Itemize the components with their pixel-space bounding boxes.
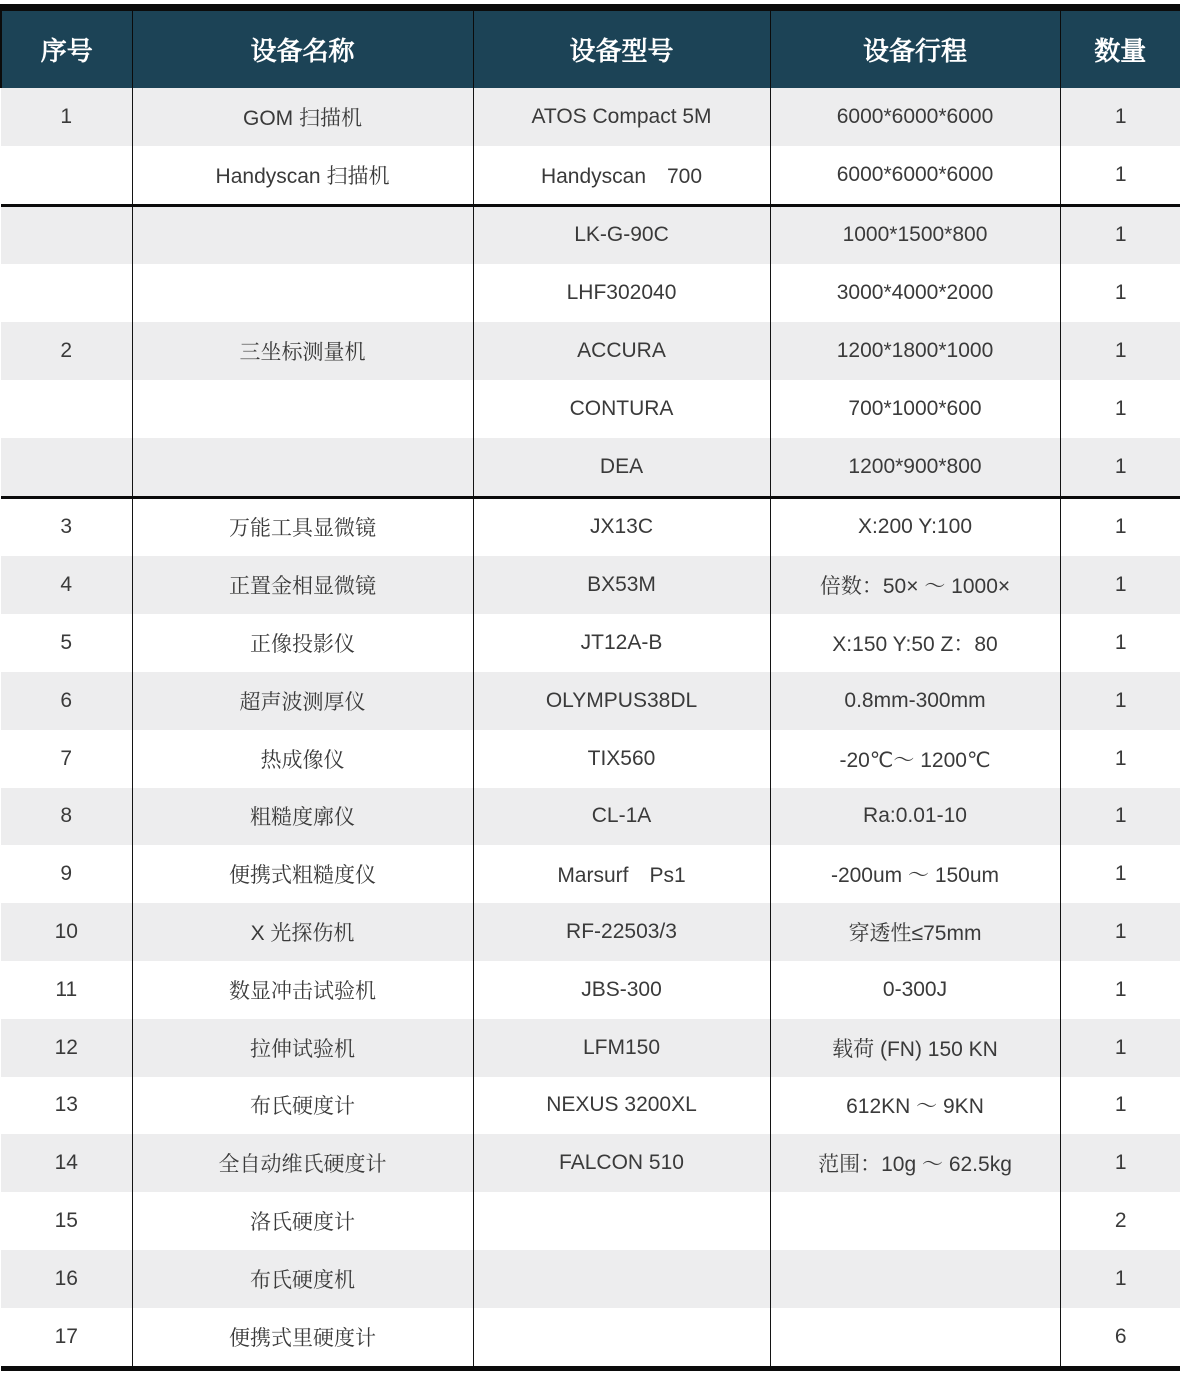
cell-quantity: 1 [1060, 264, 1180, 322]
cell-serial-number: 12 [1, 1019, 132, 1077]
equipment-table-body [1, 88, 1180, 1368]
cell-equipment-name: 拉伸试验机 [132, 1019, 473, 1077]
cell-equipment-range: X:150 Y:50 Z：80 [770, 614, 1060, 672]
cell-equipment-name [132, 205, 473, 264]
cell-serial-number: 15 [1, 1192, 132, 1250]
cell-quantity: 1 [1060, 730, 1180, 788]
cell-equipment-range: 载荷 (FN) 150 KN [770, 1019, 1060, 1077]
cell-equipment-name: 正像投影仪 [132, 614, 473, 672]
cell-equipment-model: ACCURA [473, 322, 770, 380]
table-row [1, 903, 1180, 961]
cell-quantity: 1 [1060, 903, 1180, 961]
cell-serial-number: 9 [1, 845, 132, 903]
cell-equipment-range: 穿透性≤75mm [770, 903, 1060, 961]
cell-serial-number: 3 [1, 497, 132, 556]
cell-equipment-model: FALCON 510 [473, 1134, 770, 1192]
table-row [1, 264, 1180, 322]
cell-serial-number [1, 380, 132, 438]
table-row [1, 845, 1180, 903]
table-row [1, 205, 1180, 264]
cell-equipment-name [132, 438, 473, 497]
table-row [1, 1308, 1180, 1368]
cell-equipment-range: 0-300J [770, 961, 1060, 1019]
cell-quantity: 1 [1060, 497, 1180, 556]
table-row [1, 672, 1180, 730]
header-row [1, 8, 1180, 89]
cell-equipment-range: Ra:0.01-10 [770, 788, 1060, 846]
table-row [1, 146, 1180, 205]
cell-equipment-range: 1200*1800*1000 [770, 322, 1060, 380]
cell-equipment-range: -20℃～ 1200℃ [770, 730, 1060, 788]
column-header-serial-number: 序号 [1, 8, 132, 89]
cell-equipment-model: CONTURA [473, 380, 770, 438]
cell-equipment-range: 0.8mm-300mm [770, 672, 1060, 730]
cell-equipment-model: Handyscan 700 [473, 146, 770, 205]
cell-equipment-name: 布氏硬度机 [132, 1250, 473, 1308]
table-row [1, 497, 1180, 556]
cell-serial-number: 4 [1, 556, 132, 614]
cell-serial-number: 7 [1, 730, 132, 788]
cell-equipment-name: GOM 扫描机 [132, 88, 473, 146]
table-row [1, 380, 1180, 438]
cell-equipment-model [473, 1308, 770, 1368]
table-row [1, 614, 1180, 672]
cell-quantity: 1 [1060, 146, 1180, 205]
column-header-equipment-range: 设备行程 [770, 8, 1060, 89]
cell-equipment-range: -200um ～ 150um [770, 845, 1060, 903]
cell-equipment-range: 倍数：50× ～ 1000× [770, 556, 1060, 614]
cell-equipment-model: TIX560 [473, 730, 770, 788]
cell-equipment-model: RF-22503/3 [473, 903, 770, 961]
cell-equipment-name: 万能工具显微镜 [132, 497, 473, 556]
table-row [1, 88, 1180, 146]
cell-equipment-model: OLYMPUS38DL [473, 672, 770, 730]
cell-equipment-name: 热成像仪 [132, 730, 473, 788]
column-header-equipment-model: 设备型号 [473, 8, 770, 89]
cell-equipment-range: 612KN ～ 9KN [770, 1077, 1060, 1135]
cell-equipment-name: 便携式里硬度计 [132, 1308, 473, 1368]
cell-quantity: 1 [1060, 556, 1180, 614]
table-row [1, 556, 1180, 614]
cell-equipment-range [770, 1250, 1060, 1308]
cell-serial-number: 10 [1, 903, 132, 961]
table-row [1, 1192, 1180, 1250]
cell-quantity: 1 [1060, 961, 1180, 1019]
cell-quantity: 1 [1060, 845, 1180, 903]
cell-equipment-name [132, 380, 473, 438]
cell-serial-number [1, 264, 132, 322]
cell-equipment-model: NEXUS 3200XL [473, 1077, 770, 1135]
cell-equipment-range: X:200 Y:100 [770, 497, 1060, 556]
cell-equipment-model: ATOS Compact 5M [473, 88, 770, 146]
table-row [1, 1250, 1180, 1308]
cell-equipment-name: 便携式粗糙度仪 [132, 845, 473, 903]
table-row [1, 1019, 1180, 1077]
cell-equipment-name: 洛氏硬度计 [132, 1192, 473, 1250]
cell-serial-number: 14 [1, 1134, 132, 1192]
cell-serial-number: 11 [1, 961, 132, 1019]
cell-equipment-model: Marsurf Ps1 [473, 845, 770, 903]
table-row [1, 1077, 1180, 1135]
cell-serial-number: 17 [1, 1308, 132, 1368]
cell-quantity: 2 [1060, 1192, 1180, 1250]
cell-equipment-model: JBS-300 [473, 961, 770, 1019]
cell-equipment-name [132, 264, 473, 322]
cell-equipment-range: 700*1000*600 [770, 380, 1060, 438]
cell-equipment-name: 布氏硬度计 [132, 1077, 473, 1135]
cell-equipment-model [473, 1192, 770, 1250]
cell-equipment-model [473, 1250, 770, 1308]
cell-equipment-name: X 光探伤机 [132, 903, 473, 961]
table-row [1, 730, 1180, 788]
cell-serial-number: 1 [1, 88, 132, 146]
cell-equipment-model: LK-G-90C [473, 205, 770, 264]
cell-serial-number: 2 [1, 322, 132, 380]
cell-quantity: 6 [1060, 1308, 1180, 1368]
cell-serial-number: 5 [1, 614, 132, 672]
cell-equipment-name: 粗糙度廓仪 [132, 788, 473, 846]
cell-quantity: 1 [1060, 614, 1180, 672]
cell-equipment-name: Handyscan 扫描机 [132, 146, 473, 205]
cell-equipment-model: JT12A-B [473, 614, 770, 672]
cell-serial-number [1, 146, 132, 205]
cell-equipment-range: 1000*1500*800 [770, 205, 1060, 264]
cell-equipment-model: JX13C [473, 497, 770, 556]
cell-equipment-model: LHF302040 [473, 264, 770, 322]
cell-serial-number: 13 [1, 1077, 132, 1135]
cell-equipment-name: 超声波测厚仪 [132, 672, 473, 730]
cell-serial-number: 8 [1, 788, 132, 846]
cell-serial-number [1, 205, 132, 264]
cell-quantity: 1 [1060, 88, 1180, 146]
cell-serial-number: 16 [1, 1250, 132, 1308]
equipment-table [0, 4, 1180, 1371]
cell-quantity: 1 [1060, 1250, 1180, 1308]
cell-quantity: 1 [1060, 672, 1180, 730]
cell-equipment-model: DEA [473, 438, 770, 497]
table-row [1, 322, 1180, 380]
cell-quantity: 1 [1060, 788, 1180, 846]
cell-equipment-range [770, 1192, 1060, 1250]
cell-equipment-range: 3000*4000*2000 [770, 264, 1060, 322]
cell-quantity: 1 [1060, 438, 1180, 497]
cell-quantity: 1 [1060, 1077, 1180, 1135]
cell-serial-number: 6 [1, 672, 132, 730]
cell-quantity: 1 [1060, 380, 1180, 438]
table-row [1, 438, 1180, 497]
cell-equipment-range: 6000*6000*6000 [770, 146, 1060, 205]
cell-equipment-range: 1200*900*800 [770, 438, 1060, 497]
cell-equipment-name: 正置金相显微镜 [132, 556, 473, 614]
cell-quantity: 1 [1060, 322, 1180, 380]
table-row [1, 961, 1180, 1019]
table-row [1, 1134, 1180, 1192]
cell-equipment-name: 数显冲击试验机 [132, 961, 473, 1019]
column-header-quantity: 数量 [1060, 8, 1180, 89]
equipment-table-header [1, 8, 1180, 89]
cell-equipment-range: 6000*6000*6000 [770, 88, 1060, 146]
cell-equipment-model: CL-1A [473, 788, 770, 846]
cell-quantity: 1 [1060, 205, 1180, 264]
cell-equipment-range [770, 1308, 1060, 1368]
cell-equipment-model: BX53M [473, 556, 770, 614]
cell-quantity: 1 [1060, 1134, 1180, 1192]
cell-quantity: 1 [1060, 1019, 1180, 1077]
table-row [1, 788, 1180, 846]
cell-serial-number [1, 438, 132, 497]
cell-equipment-model: LFM150 [473, 1019, 770, 1077]
cell-equipment-name: 三坐标测量机 [132, 322, 473, 380]
cell-equipment-range: 范围：10g ～ 62.5kg [770, 1134, 1060, 1192]
column-header-equipment-name: 设备名称 [132, 8, 473, 89]
cell-equipment-name: 全自动维氏硬度计 [132, 1134, 473, 1192]
